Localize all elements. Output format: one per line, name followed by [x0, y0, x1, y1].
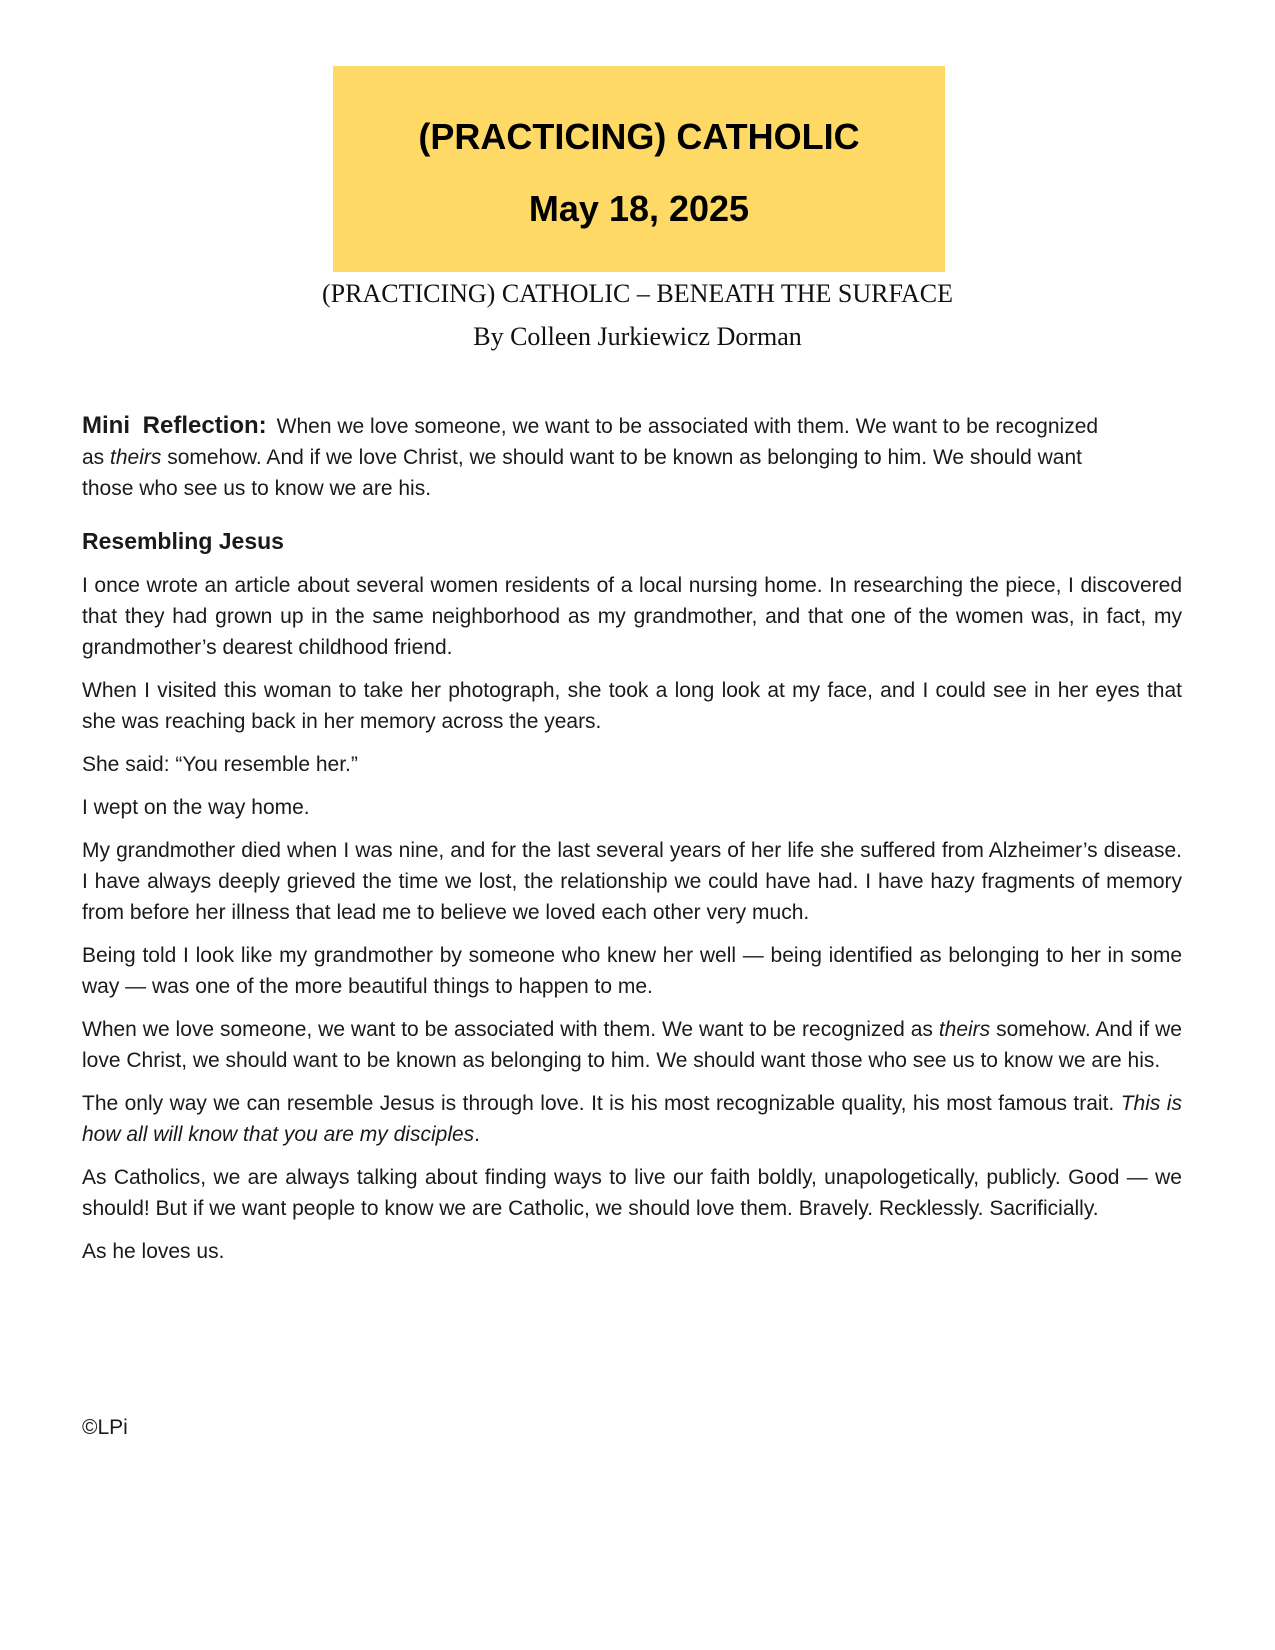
paragraph-8	[82, 1088, 1182, 1150]
mini-reflection-label: Mini Reflection:	[82, 412, 267, 439]
mini-reflection-text: When we love someone, we want to be associated with them. We want to be recognized as	[82, 415, 1099, 469]
document-title: (PRACTICING) CATHOLIC	[418, 116, 860, 157]
paragraph-7-text: When we love someone, we want to be associated with them. We want to be recognized as	[82, 1018, 939, 1041]
mini-reflection	[82, 410, 1122, 504]
mini-reflection-text-end: somehow. And if we love Christ, we should want to be known as belonging to him. We should want those who see us to know we are his.	[82, 446, 1083, 500]
document-date: May 18, 2025	[528, 188, 750, 229]
title-banner	[333, 66, 945, 272]
paragraph-5: My grandmother died when I was nine, and for the last several years of her life she suffered from Alzheimer’s disease. I have always deeply grieved the time we lost, the relationship we could have had. I have hazy fragments of memory from before her illness that lead me to believe we loved each other very much.	[82, 839, 1182, 924]
paragraph-8-emphasis: This is how all will know that you are my disciples	[82, 1092, 1182, 1146]
paragraph-4: I wept on the way home.	[82, 796, 310, 819]
paragraph-3: She said: “You resemble her.”	[82, 753, 358, 776]
paragraph-8-text-end: .	[474, 1123, 481, 1146]
section-heading: Resembling Jesus	[82, 528, 284, 554]
paragraph-9: As Catholics, we are always talking about finding ways to live our faith boldly, unapologetically, publicly. Good — we should! But if we want people to know we are Catholic, we should love them. Bravely. Recklessly. Sacrificially.	[82, 1166, 1182, 1220]
mini-reflection-emphasis: theirs	[110, 446, 162, 469]
paragraph-7-text-end: somehow. And if we love Christ, we should want to be known as belonging to him. We should want those who see us to know we are his.	[82, 1018, 1182, 1072]
paragraph-2: When I visited this woman to take her photograph, she took a long look at my face, and I could see in her eyes that she was reaching back in her memory across the years.	[82, 679, 1182, 733]
paragraph-1: I once wrote an article about several women residents of a local nursing home. In researching the piece, I discovered that they had grown up in the same neighborhood as my grandmother, and that one of the women was, in fact, my grandmother’s dearest childhood friend.	[82, 574, 1182, 659]
article-content	[82, 410, 1182, 1279]
article-byline: By Colleen Jurkiewicz Dorman	[473, 322, 802, 351]
paragraph-6: Being told I look like my grandmother by someone who knew her well — being identified as belonging to her in some way — was one of the more beautiful things to happen to me.	[82, 944, 1182, 998]
paragraph-7-emphasis: theirs	[938, 1018, 991, 1041]
copyright-notice: ©LPi	[82, 1416, 128, 1439]
paragraph-8-text: The only way we can resemble Jesus is through love. It is his most recognizable quality, his most famous trait.	[82, 1092, 1121, 1115]
article-subtitle: (PRACTICING) CATHOLIC – BENEATH THE SURFACE	[322, 279, 953, 308]
paragraph-7	[82, 1014, 1182, 1076]
paragraph-10: As he loves us.	[82, 1240, 225, 1263]
